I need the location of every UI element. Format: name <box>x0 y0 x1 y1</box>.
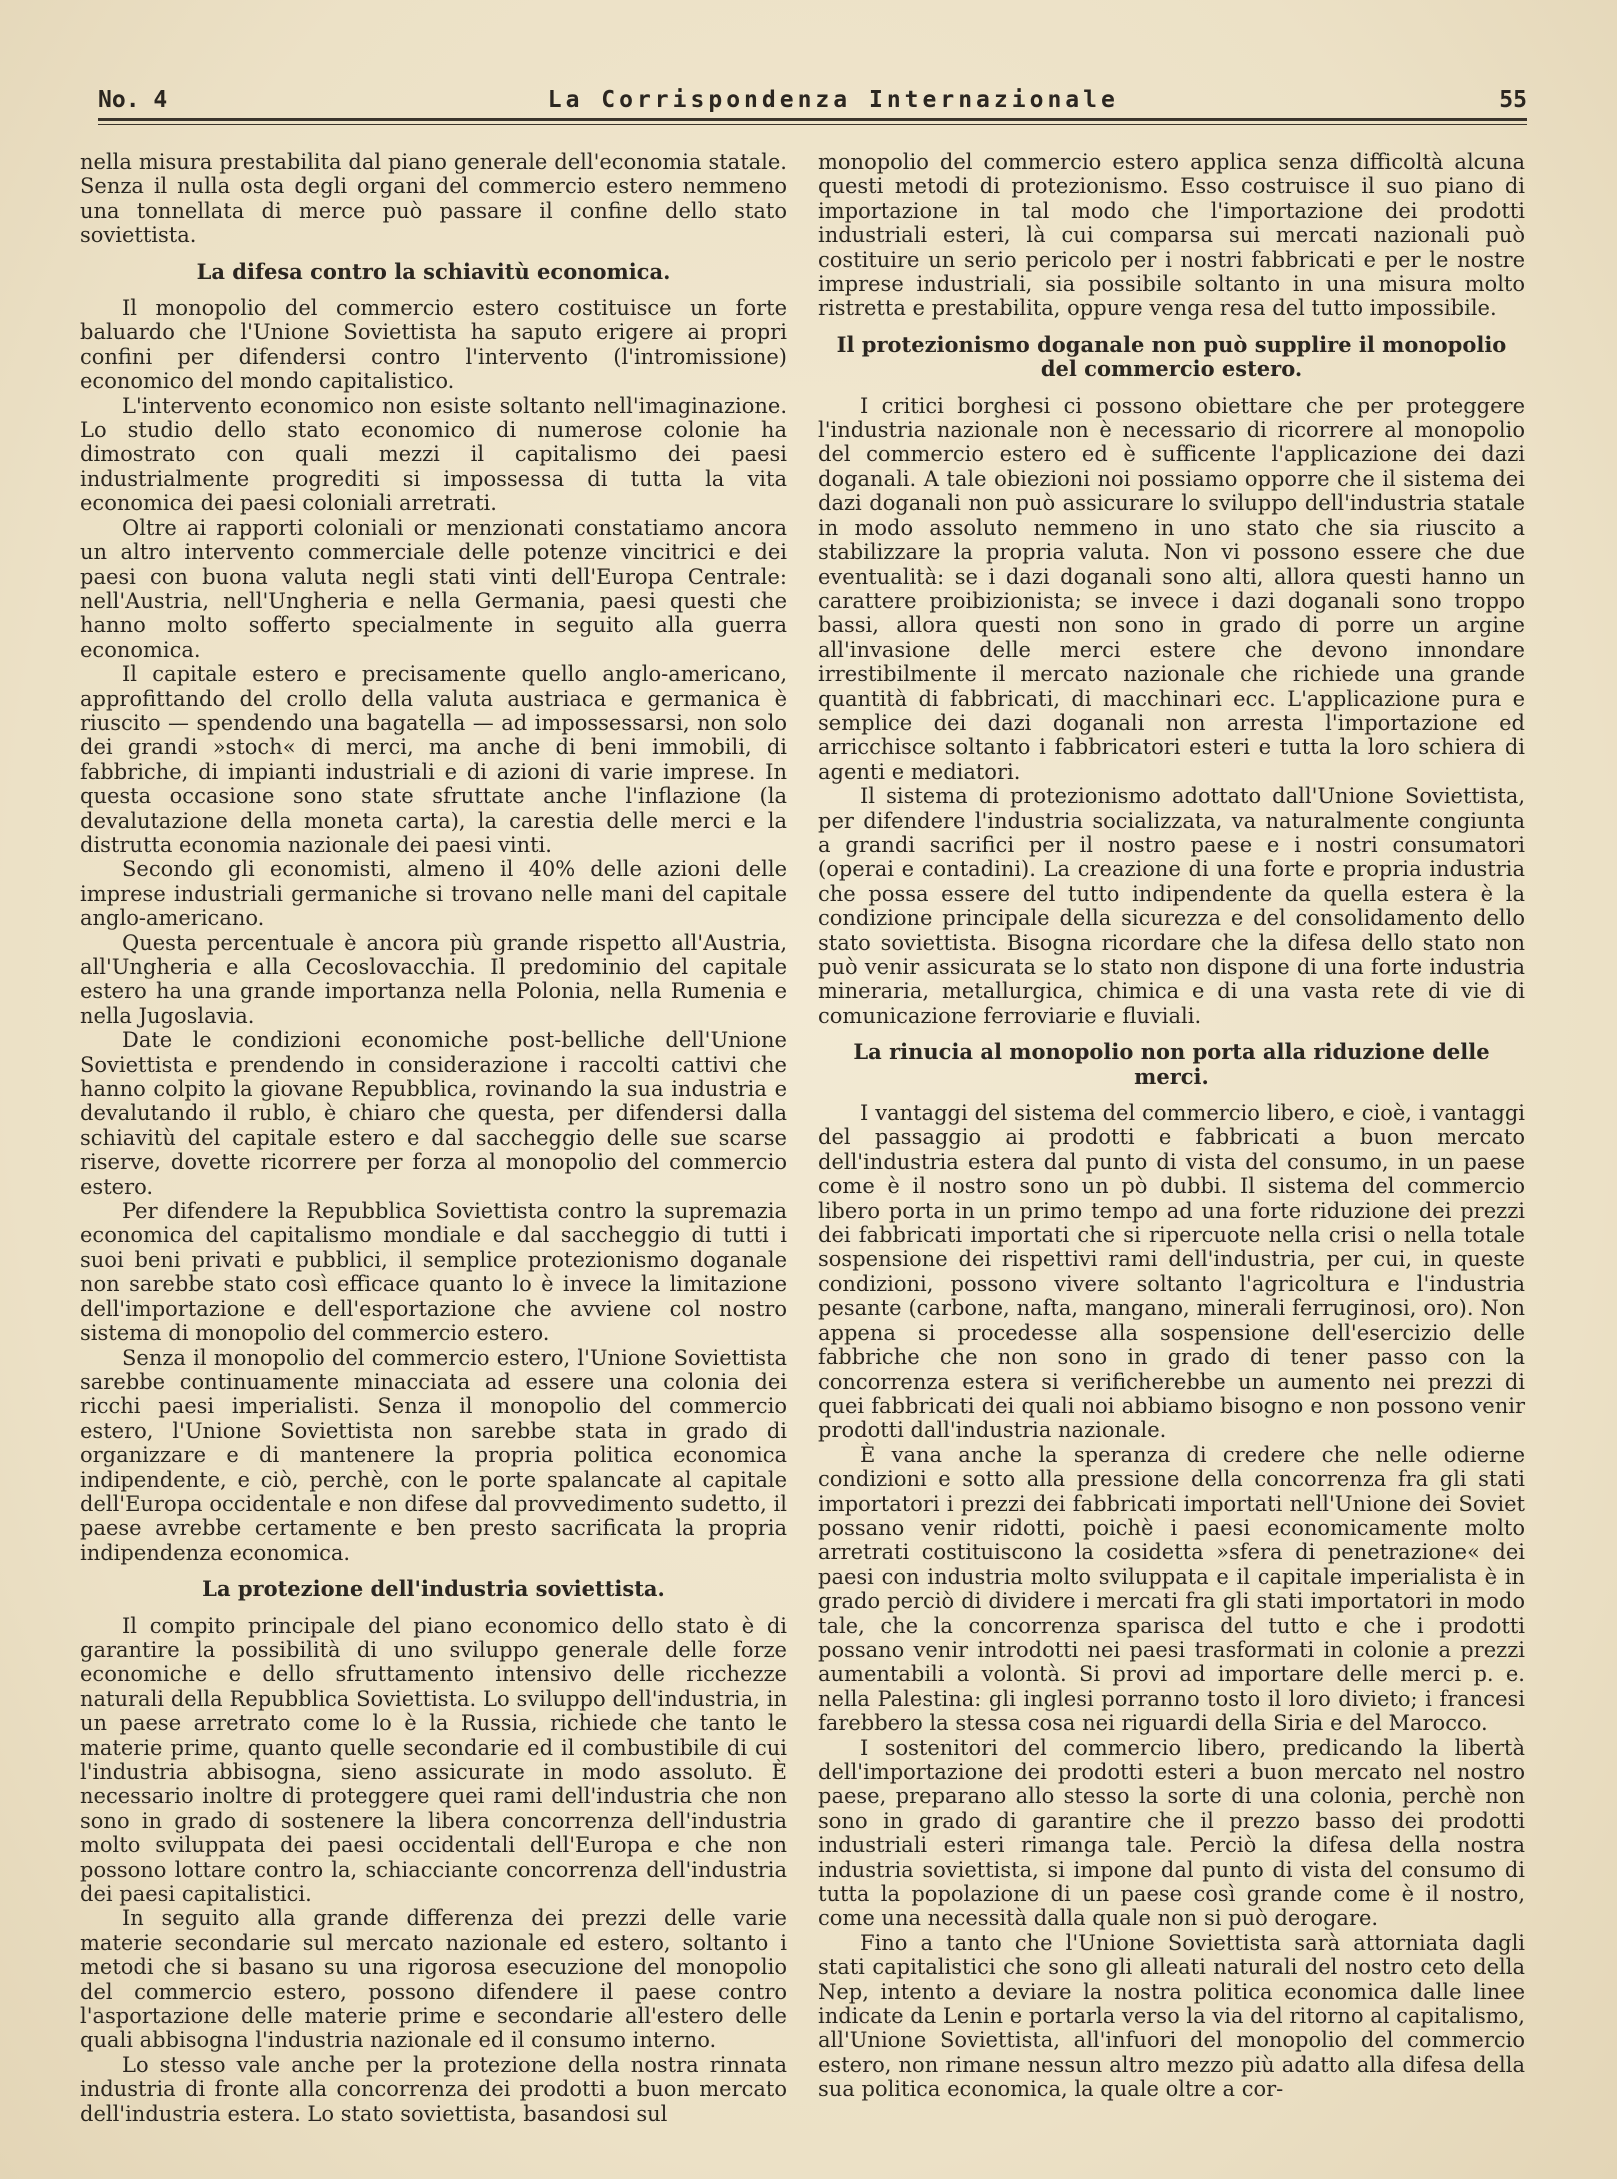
paragraph: Senza il monopolio del commercio estero, l'Unione Soviettista sarebbe continuamente minacciata ad essere una colonia dei ricchi paesi imperialisti. Senza il monopolio del commercio estero, l'Unione Soviettista non sarebbe stata in grado di organizzare e di mantenere la propria politica economica indipendente, e ciò, perchè, con le porte spalancate al capitale dell'Europa occidentale e non difese dal provvedimento sudetto, il paese avrebbe certamente e ben presto sacrificata la propria indipendenza economica. <box>80 1345 787 1565</box>
paragraph: Lo stesso vale anche per la protezione della nostra rinnata industria di fronte alla concorrenza dei prodotti a buon mercato dell'industria estera. Lo stato soviettista, basandosi sul <box>80 2052 787 2126</box>
paragraph: Per difendere la Repubblica Soviettista contro la supremazia economica del capitalismo mondiale e dal saccheggio di tutti i suoi beni privati e pubblici, il semplice protezionismo doganale non sarebbe stato così efficace quanto lo è invece la limitazione dell'importazione e dell'esportazione che avviene col nostro sistema di monopolio del commercio estero. <box>80 1199 787 1346</box>
section-heading: La rinucia al monopolio non porta alla riduzione delle merci. <box>853 1039 1490 1089</box>
paragraph: I sostenitori del commercio libero, predicando la libertà dell'importazione dei prodotti esteri a buon mercato nel nostro paese, preparano allo stesso la sorte di una colonia, perchè non sono in grado di garantire che il prezzo basso dei prodotti industriali esteri rimanga tale. Perciò la difesa della nostra industria soviettista, si impone dal punto di vista del consumo di tutta la popolazione di un paese così grande come è il nostro, come una necessità dalla quale non si può derogare. <box>818 1735 1525 1931</box>
masthead-title: La Corrispondenza Internazionale <box>547 87 1119 113</box>
section-heading: La difesa contro la schiavitù economica. <box>196 258 671 284</box>
page-header <box>98 80 1527 120</box>
paragraph: In seguito alla grande differenza dei prezzi delle varie materie secondarie sul mercato nazionale ed estero, soltanto i metodi che si basano su una rigorosa esecuzione del monopolio del commercio estero, possono difendere il paese contro l'asportazione delle materie prime e secondarie all'estero delle quali abbisogna l'industria nazionale ed il consumo interno. <box>80 1906 787 2053</box>
right-column <box>818 150 1525 2102</box>
paragraph: monopolio del commercio estero applica senza difficoltà alcuna questi metodi di protezionismo. Esso costruisce il suo piano di importazione in tal modo che l'importazione dei prodotti industriali esteri, là cui comparsa sui mercati nazionali può costituire un serio pericolo per i nostri fabbricati e per le nostre imprese industriali, sia possibile soltanto in una misura molto ristretta e prestabilita, oppure venga resa del tutto impossibile. <box>818 150 1525 321</box>
section-heading: La protezione dell'industria soviettista. <box>202 1576 665 1602</box>
paragraph: L'intervento economico non esiste soltanto nell'imaginazione. Lo studio dello stato economico di numerose colonie ha dimostrato con quali mezzi il capitalismo dei paesi industrialmente progrediti si impossessa di tutta la vita economica dei paesi coloniali arretrati. <box>80 393 787 516</box>
paragraph: Fino a tanto che l'Unione Soviettista sarà attorniata dagli stati capitalistici che sono gli alleati naturali del nostro ceto della Nep, intento a deviare la nostra politica economica dalle linee indicate da Lenin e portarla verso la via del ritorno al capitalismo, all'Unione Soviettista, all'infuori del monopolio del commercio estero, non rimane nessun altro mezzo più adatto alla difesa della sua politica economica, la quale oltre a cor- <box>818 1930 1525 2102</box>
paragraph: Questa percentuale è ancora più grande rispetto all'Austria, all'Ungheria e alla Cecoslovacchia. Il predominio del capitale estero ha una grande importanza nella Polonia, nella Rumenia e nella Jugoslavia. <box>80 930 787 1028</box>
issue-number: No. 4 <box>98 87 168 113</box>
header-rule-thick <box>98 118 1527 121</box>
paragraph: Secondo gli economisti, almeno il 40% delle azioni delle imprese industriali germaniche si trovano nelle mani del capitale anglo-americano. <box>80 857 787 931</box>
paragraph: I vantaggi del sistema del commercio libero, e cioè, i vantaggi del passaggio ai prodotti e fabbricati a buon mercato dell'industria estera dal punto di vista del consumo, in un paese come è il nostro sono un pò dubbi. Il sistema del commercio libero porta in un primo tempo ad una forte riduzione dei prezzi dei fabbricati importati che si ripercuote nella crisi o nella totale sospensione dei rispettivi rami dell'industria, per cui, in queste condizioni, possono vivere soltanto l'agricoltura e l'industria pesante (carbone, nafta, mangano, minerali ferruginosi, oro). Non appena si procedesse alla sospensione dell'esercizio delle fabbriche che non sono in grado di tener passo con la concorrenza estera si verificherebbe un aumento nei prezzi di quei fabbricati dei quali noi abbiamo bisogno e non possono venir prodotti dall'industria nazionale. <box>818 1101 1525 1443</box>
left-column <box>80 150 787 2126</box>
paragraph: È vana anche la speranza di credere che nelle odierne condizioni e sotto alla pressione della concorrenza fra gli stati importatori i prezzi dei fabbricati importati nell'Unione dei Soviet possano venir ridotti, poichè i paesi economicamente molto arretrati costituiscono la cosidetta »sfera di penetrazione« dei paesi con industria molto sviluppata e il capitale imperialista è in grado perciò di dividere i mercati fra gli stati importatori in modo tale, che la concorrenza sparisca del tutto e che i prodotti possano venir introdotti nei paesi trasformati in colonie a prezzi aumentabili a volontà. Si provi ad importare delle merci p. e. nella Palestina: gli inglesi porranno tosto il loro divieto; i francesi farebbero la stessa cosa nei riguardi della Siria e del Marocco. <box>818 1442 1525 1736</box>
header-rule-thin <box>98 124 1527 125</box>
paragraph: nella misura prestabilita dal piano generale dell'economia statale. Senza il nulla osta degli organi del commercio estero nemmeno una tonnellata di merce può passare il confine dello stato soviettista. <box>80 150 787 248</box>
paragraph: Il sistema di protezionismo adottato dall'Unione Soviettista, per difendere l'industria socializzata, va naturalmente congiunta a grandi sacrifici per il nostro paese e i nostri consumatori (operai e contadini). La creazione di una forte e propria industria che possa essere del tutto indipendente da quella estera è la condizione principale della sicurezza e del consolidamento dello stato soviettista. Bisogna ricordare che la difesa dello stato non può venir assicurata se lo stato non dispone di una forte industria mineraria, metallurgica, chimica e di una vasta rete di vie di comunicazione ferroviarie e fluviali. <box>818 784 1525 1028</box>
paragraph: Il capitale estero e precisamente quello anglo-americano, approfittando del crollo della valuta austriaca e germanica è riuscito — spendendo una bagatella — ad impossessarsi, non solo dei grandi »stoch« di merci, ma anche di beni immobili, di fabbriche, di impianti industriali e di azioni di varie imprese. In questa occasione sono state sfruttate anche l'inflazione (la devalutazione della moneta carta), la carestia delle merci e la distrutta economia nazionale dei paesi vinti. <box>80 662 787 857</box>
section-heading: Il protezionismo doganale non può supplire il monopolio del commercio estero. <box>836 331 1507 382</box>
paragraph: Date le condizioni economiche post-belliche dell'Unione Soviettista e prendendo in considerazione i raccolti cattivi che hanno colpito la giovane Repubblica, rovinando la sua industria e devalutando il rublo, è chiaro che questa, per difendersi dalla schiavitù del capitale estero e dal saccheggio delle sue scarse riserve, dovette ricorrere per forza al monopolio del commercio estero. <box>80 1028 787 1199</box>
paragraph: Il monopolio del commercio estero costituisce un forte baluardo che l'Unione Soviettista ha saputo erigere ai propri confini per difendersi contro l'intervento (l'intromissione) economico del mondo capitalistico. <box>80 296 787 394</box>
page-number: 55 <box>1499 87 1527 113</box>
paragraph: Oltre ai rapporti coloniali or menzionati constatiamo ancora un altro intervento commerciale delle potenze vincitrici e dei paesi con buona valuta negli stati vinti dell'Europa Centrale: nell'Austria, nell'Ungheria e nella Germania, paesi questi che hanno molto sofferto specialmente in seguito alla guerra economica. <box>80 515 787 662</box>
paragraph: Il compito principale del piano economico dello stato è di garantire la possibilità di uno sviluppo generale delle forze economiche e dello sfruttamento intensivo delle ricchezze naturali della Repubblica Soviettista. Lo sviluppo dell'industria, in un paese arretrato come lo è la Russia, richiede che tanto le materie prime, quanto quelle secondarie ed il combustibile di cui l'industria abbisogna, sieno assicurate in modo assoluto. È necessario inoltre di proteggere quei rami dell'industria che non sono in grado di sostenere la libera concorrenza dell'industria molto sviluppata dei paesi occidentali dell'Europa e che non possono lottare contro la, schiacciante concorrenza dell'industria dei paesi capitalistici. <box>80 1613 787 1907</box>
paragraph: I critici borghesi ci possono obiettare che per proteggere l'industria nazionale non è necessario di ricorrere al monopolio del commercio estero ed è sufficente l'applicazione dei dazi doganali. A tale obiezioni noi possiamo opporre che il sistema dei dazi doganali non può assicurare lo sviluppo dell'industria statale in modo assoluto nemmeno in uno stato che sia riuscito a stabilizzare la propria valuta. Non vi possono essere che due eventualità: se i dazi doganali sono alti, allora questi hanno un carattere proibizionista; se invece i dazi doganali sono troppo bassi, allora questi non sono in grado di porre un argine all'invasione delle merci estere che devono innondare irrestibilmente il mercato nazionale che richiede una grande quantità di fabbricati, di macchinari ecc. L'applicazione pura e semplice dei dazi doganali non arresta l'importazione ed arricchisce soltanto i fabbricatori esteri e tutta la loro schiera di agenti e mediatori. <box>818 393 1525 784</box>
